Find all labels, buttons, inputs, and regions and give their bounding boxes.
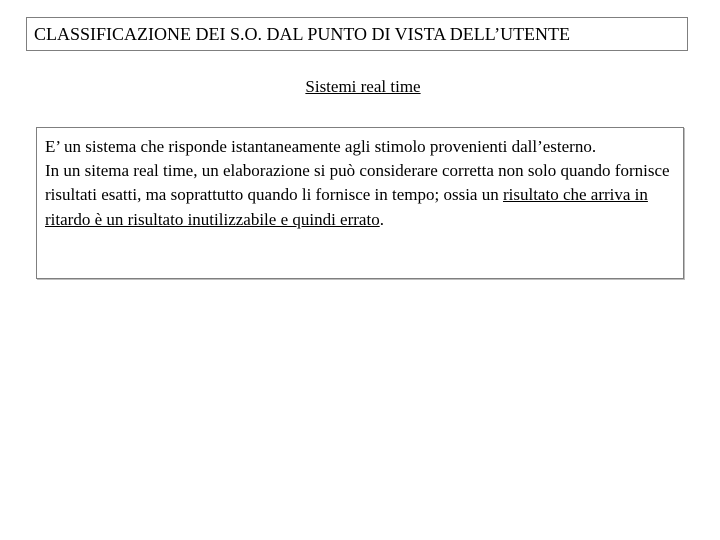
definition-paragraph: E’ un sistema che risponde istantaneamente agli stimolo provenienti dall’esterno.	[45, 137, 597, 156]
slide-title: CLASSIFICAZIONE DEI S.O. DAL PUNTO DI VISTA DELL’UTENTE	[34, 23, 571, 44]
closing-period: .	[379, 209, 384, 229]
explanation-paragraph	[45, 159, 675, 232]
slide-title-box	[26, 17, 688, 51]
explanation-text: In un sitema real time, un elaborazione si può considerare corretta non solo quando fornisce risultati esatti, ma soprattutto quando li fornisce in tempo; ossia un	[45, 161, 670, 205]
definition-text-box	[36, 127, 684, 279]
key-statement-underlined: risultato che arriva in ritardo è un risultato inutilizzabile e quindi errato	[45, 185, 648, 229]
section-subtitle: Sistemi real time	[305, 77, 421, 96]
